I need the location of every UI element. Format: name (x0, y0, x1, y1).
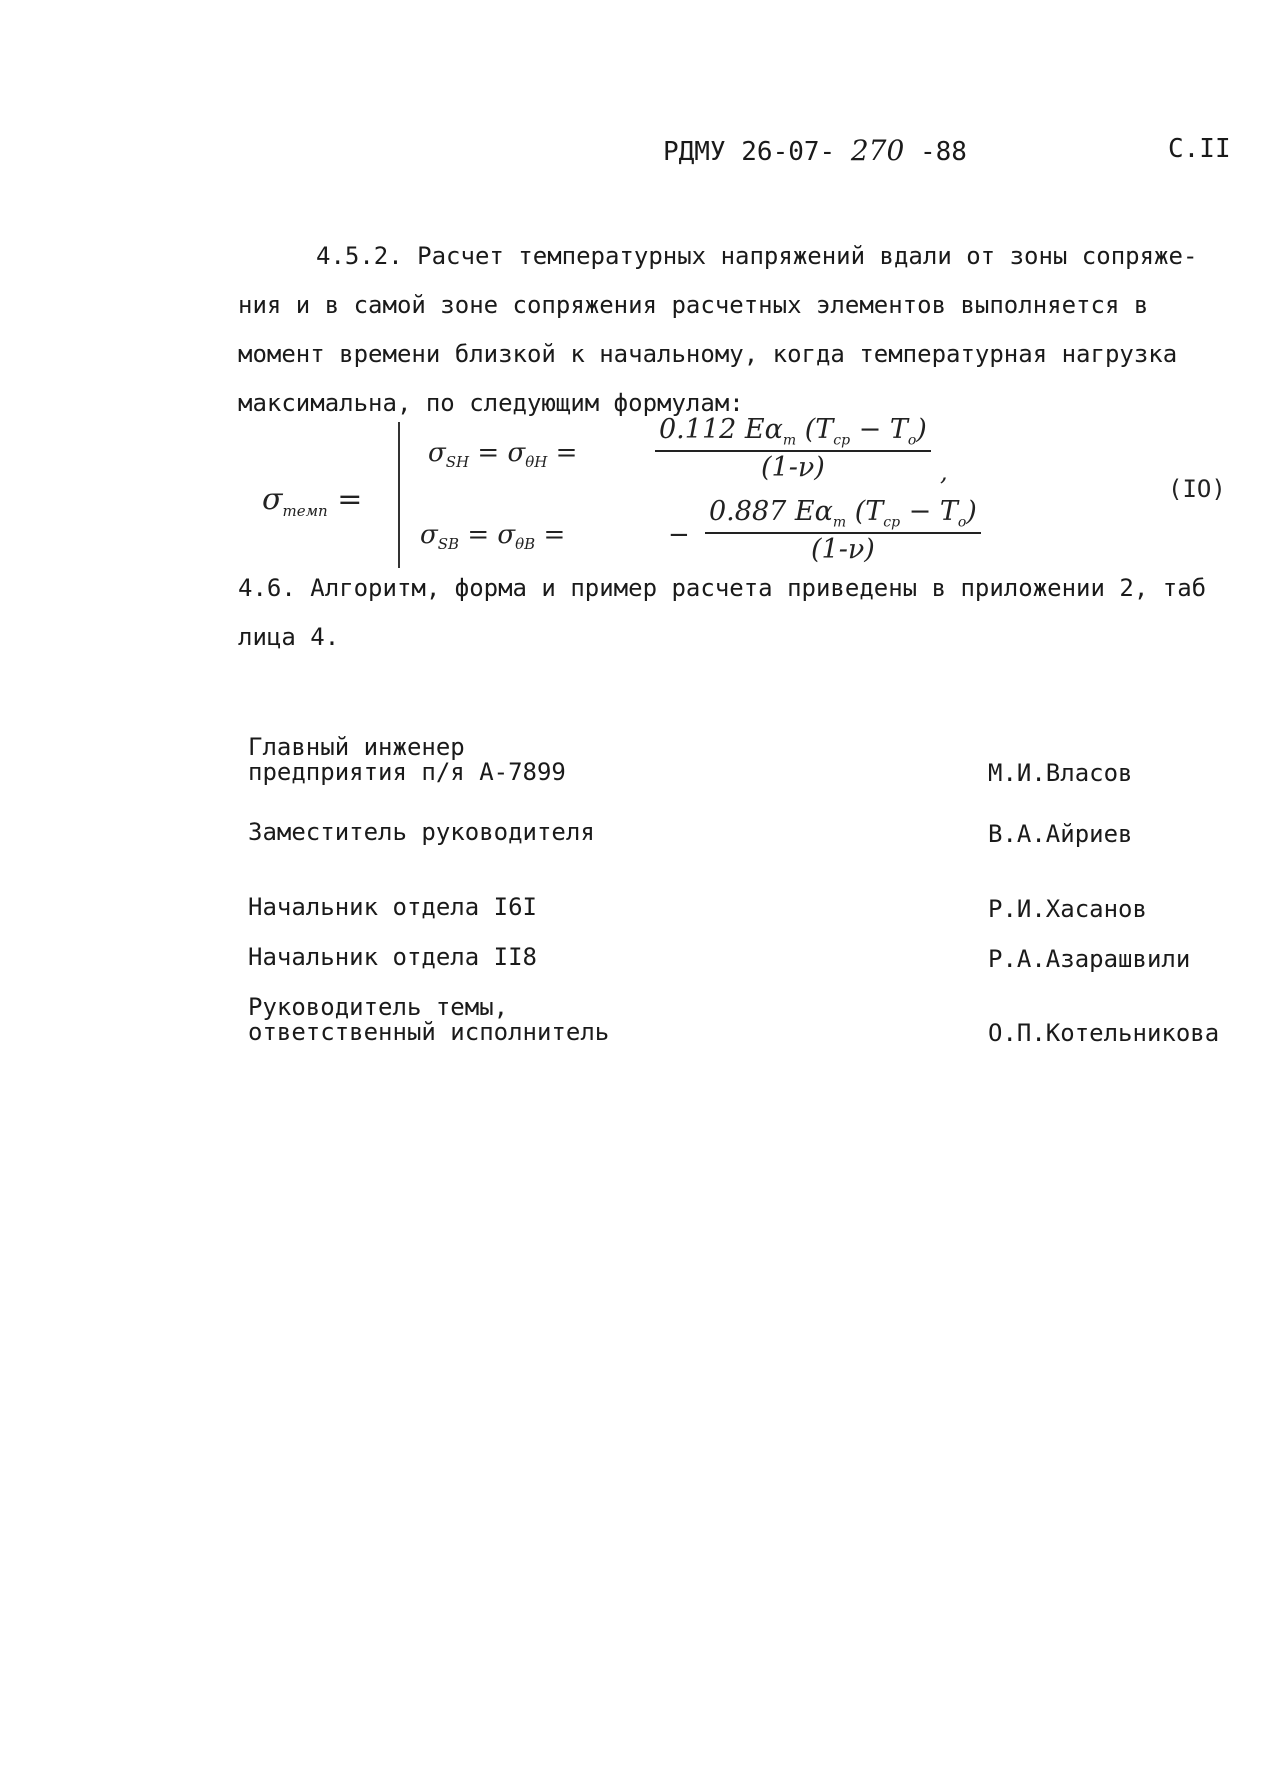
sigma-subscript: θH (525, 453, 548, 472)
formula-10 (250, 414, 1250, 570)
numerator-text: ) (966, 496, 977, 527)
sigma-symbol: σ (262, 482, 283, 517)
equals-sign: = (337, 482, 363, 517)
paragraph-4-5-2 (238, 232, 1248, 428)
sigma-symbol: σ (420, 520, 438, 550)
signature-title-line: ответственный исполнитель (248, 1018, 610, 1046)
minus-sign: − (668, 520, 690, 550)
paragraph-line: лица 4. (238, 623, 340, 651)
signature-name: Р.А.Азарашвили (988, 945, 1191, 973)
paragraph-line: момент времени близкой к начальному, когда температурная нагрузка (238, 340, 1178, 368)
numerator-text: − T (850, 414, 908, 445)
fraction-numerator (705, 496, 981, 534)
signature-title-line: Заместитель руководителя (248, 818, 595, 846)
equals-sign: = (543, 520, 566, 550)
paragraph-line: 4.6. Алгоритм, форма и пример расчета приведены в приложении 2, таб (238, 574, 1207, 602)
sigma-subscript: θB (515, 535, 536, 554)
document-code (663, 134, 967, 167)
alpha-subscript: т (832, 514, 847, 531)
signature-title (248, 820, 595, 845)
sigma-subscript: темп (282, 502, 328, 520)
equation-number: (IO) (1168, 475, 1226, 503)
t-subscript: cp (883, 514, 901, 531)
document-code-prefix: РДМУ 26-07- (663, 137, 836, 167)
signature-name: Р.И.Хасанов (988, 895, 1147, 923)
t-subscript: o (957, 514, 967, 531)
signature-title-line: Начальник отдела I6I (248, 893, 537, 921)
signature-title (248, 995, 609, 1045)
fraction-row-1 (655, 414, 931, 483)
fraction-numerator (655, 414, 931, 452)
paragraph-4-6 (238, 564, 1248, 662)
paragraph-line: максимальна, по следующим формулам: (238, 389, 744, 417)
signature-title (248, 945, 537, 970)
signature-name: М.И.Власов (988, 759, 1133, 787)
sigma-subscript: SB (437, 535, 460, 554)
fraction-denominator: (1-ν) (811, 534, 875, 566)
numerator-text: (T (846, 496, 884, 527)
equals-sign: = (555, 438, 578, 468)
paragraph-line: ния и в самой зоне сопряжения расчетных элементов выполняется в (238, 291, 1149, 319)
page-number: С.II (1168, 134, 1231, 164)
numerator-text: − T (900, 496, 958, 527)
fraction-denominator: (1-ν) (761, 452, 825, 484)
formula-lhs (262, 482, 362, 520)
signature-title-line: Главный инженер (248, 733, 465, 761)
signature-title-line: предприятия п/я А-7899 (248, 758, 566, 786)
numerator-text: ) (916, 414, 927, 445)
signature-name: О.П.Котельникова (988, 1019, 1220, 1047)
sigma-subscript: SH (445, 453, 470, 472)
signature-name: В.А.Айриев (988, 820, 1133, 848)
fraction-row-2 (705, 496, 981, 565)
t-subscript: o (907, 432, 917, 449)
sigma-symbol: σ (497, 520, 516, 550)
equals-sign: = (477, 438, 500, 468)
sigma-symbol: σ (428, 438, 446, 468)
signature-title (248, 895, 537, 920)
t-subscript: cp (833, 432, 851, 449)
paragraph-line: 4.5.2. Расчет температурных напряжений вдали от зоны сопряже- (316, 242, 1198, 270)
formula-row-2 (420, 520, 565, 553)
sigma-symbol: σ (507, 438, 526, 468)
signature-title (248, 735, 566, 785)
document-code-number: 270 (850, 134, 905, 167)
formula-row-1 (428, 438, 577, 471)
formula-comma: , (940, 458, 948, 486)
signature-title-line: Начальник отдела II8 (248, 943, 537, 971)
formula-brace (398, 422, 406, 568)
document-code-suffix: -88 (919, 137, 967, 167)
numerator-text: 0.887 Eα (709, 496, 833, 527)
numerator-text: 0.112 Eα (659, 414, 783, 445)
alpha-subscript: т (782, 432, 797, 449)
signature-title-line: Руководитель темы, (248, 993, 509, 1021)
numerator-text: (T (796, 414, 834, 445)
equals-sign: = (467, 520, 490, 550)
